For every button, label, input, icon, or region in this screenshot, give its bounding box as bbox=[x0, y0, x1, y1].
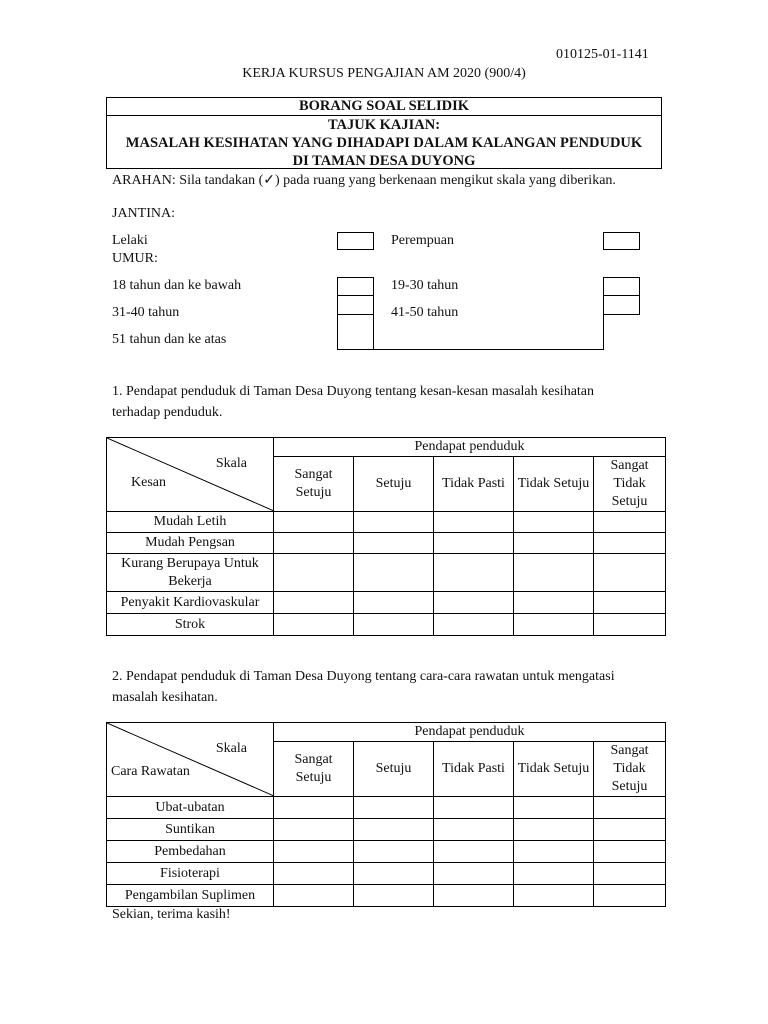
q1-scale-header: Sangat Tidak Setuju bbox=[594, 457, 666, 512]
age-option-3-label: 31-40 tahun bbox=[112, 305, 180, 320]
answer-cell[interactable] bbox=[594, 819, 666, 841]
q2-row-axis-label: Cara Rawatan bbox=[111, 764, 190, 779]
answer-cell[interactable] bbox=[594, 554, 666, 592]
table-row bbox=[107, 863, 666, 885]
answer-cell[interactable] bbox=[274, 819, 354, 841]
table-row bbox=[107, 885, 666, 907]
table-row bbox=[107, 614, 666, 636]
answer-cell[interactable] bbox=[354, 592, 434, 614]
answer-cell[interactable] bbox=[594, 797, 666, 819]
age-label: UMUR: bbox=[112, 251, 158, 266]
answer-cell[interactable] bbox=[354, 819, 434, 841]
form-header-box bbox=[106, 97, 662, 169]
q2-scale-header: Tidak Setuju bbox=[514, 742, 594, 797]
q1-scale-header: Setuju bbox=[354, 457, 434, 512]
answer-cell[interactable] bbox=[434, 554, 514, 592]
answer-cell[interactable] bbox=[594, 885, 666, 907]
q2-row-label: Suntikan bbox=[107, 819, 274, 841]
answer-cell[interactable] bbox=[594, 592, 666, 614]
q2-scale-header: Sangat Tidak Setuju bbox=[594, 742, 666, 797]
answer-cell[interactable] bbox=[274, 797, 354, 819]
q1-text-line-2: terhadap penduduk. bbox=[112, 405, 223, 420]
answer-cell[interactable] bbox=[274, 512, 354, 533]
q2-text-line-1: 2. Pendapat penduduk di Taman Desa Duyong tentang cara-cara rawatan untuk mengatasi bbox=[112, 669, 615, 684]
answer-cell[interactable] bbox=[514, 533, 594, 554]
q1-scale-header: Tidak Setuju bbox=[514, 457, 594, 512]
table-row bbox=[107, 797, 666, 819]
q1-scale-header: Sangat Setuju bbox=[274, 457, 354, 512]
answer-cell[interactable] bbox=[354, 863, 434, 885]
page-title: KERJA KURSUS PENGAJIAN AM 2020 (900/4) bbox=[242, 66, 526, 81]
answer-cell[interactable] bbox=[434, 863, 514, 885]
age-section-edge bbox=[603, 314, 604, 350]
q2-scale-header: Sangat Setuju bbox=[274, 742, 354, 797]
q2-table bbox=[106, 722, 666, 907]
q1-group-header: Pendapat penduduk bbox=[274, 438, 666, 457]
answer-cell[interactable] bbox=[434, 841, 514, 863]
answer-cell[interactable] bbox=[434, 819, 514, 841]
q2-row-label: Ubat-ubatan bbox=[107, 797, 274, 819]
q2-scale-header: Tidak Pasti bbox=[434, 742, 514, 797]
document-code: 010125-01-1141 bbox=[556, 47, 649, 62]
table-row bbox=[107, 592, 666, 614]
answer-cell[interactable] bbox=[594, 841, 666, 863]
q1-table bbox=[106, 437, 666, 636]
gender-male-label: Lelaki bbox=[112, 233, 148, 248]
q2-row-label: Pengambilan Suplimen bbox=[107, 885, 274, 907]
answer-cell[interactable] bbox=[434, 512, 514, 533]
answer-cell[interactable] bbox=[434, 592, 514, 614]
q1-row-label: Penyakit Kardiovaskular bbox=[107, 592, 274, 614]
answer-cell[interactable] bbox=[354, 614, 434, 636]
age-option-5-label: 51 tahun dan ke atas bbox=[112, 332, 227, 347]
answer-cell[interactable] bbox=[274, 592, 354, 614]
answer-cell[interactable] bbox=[514, 554, 594, 592]
answer-cell[interactable] bbox=[274, 863, 354, 885]
topic-label: TAJUK KAJIAN: bbox=[327, 117, 441, 133]
age-option-2-checkbox[interactable] bbox=[603, 277, 640, 296]
answer-cell[interactable] bbox=[354, 533, 434, 554]
gender-male-checkbox[interactable] bbox=[337, 232, 374, 250]
instruction-text: ARAHAN: Sila tandakan (✓) pada ruang yang berkenaan mengikut skala yang diberikan. bbox=[112, 173, 616, 188]
answer-cell[interactable] bbox=[354, 797, 434, 819]
answer-cell[interactable] bbox=[434, 614, 514, 636]
answer-cell[interactable] bbox=[594, 614, 666, 636]
closing-text: Sekian, terima kasih! bbox=[112, 907, 231, 922]
answer-cell[interactable] bbox=[514, 797, 594, 819]
q2-row-label: Fisioterapi bbox=[107, 863, 274, 885]
form-title: BORANG SOAL SELIDIK bbox=[107, 98, 661, 116]
answer-cell[interactable] bbox=[274, 554, 354, 592]
gender-female-checkbox[interactable] bbox=[603, 232, 640, 250]
topic-line-2: DI TAMAN DESA DUYONG bbox=[292, 153, 476, 169]
topic-line-1: MASALAH KESIHATAN YANG DIHADAPI DALAM KALANGAN PENDUDUK bbox=[125, 135, 643, 151]
q1-row-label: Mudah Letih bbox=[107, 512, 274, 533]
age-section-divider bbox=[374, 349, 604, 350]
q2-scale-header: Setuju bbox=[354, 742, 434, 797]
q1-row-label: Kurang Berupaya Untuk Bekerja bbox=[107, 554, 274, 592]
q1-diagonal-header bbox=[107, 438, 274, 512]
answer-cell[interactable] bbox=[594, 512, 666, 533]
answer-cell[interactable] bbox=[354, 512, 434, 533]
age-option-3-checkbox[interactable] bbox=[337, 295, 374, 315]
table-row bbox=[107, 533, 666, 554]
answer-cell[interactable] bbox=[514, 614, 594, 636]
answer-cell[interactable] bbox=[514, 819, 594, 841]
q1-row-axis-label: Kesan bbox=[131, 475, 166, 490]
table-row bbox=[107, 554, 666, 592]
q1-scale-label: Skala bbox=[215, 456, 247, 471]
answer-cell[interactable] bbox=[274, 841, 354, 863]
answer-cell[interactable] bbox=[514, 841, 594, 863]
age-option-1-checkbox[interactable] bbox=[337, 277, 374, 296]
answer-cell[interactable] bbox=[514, 592, 594, 614]
answer-cell[interactable] bbox=[434, 533, 514, 554]
gender-label: JANTINA: bbox=[112, 206, 175, 221]
table-row bbox=[107, 819, 666, 841]
answer-cell[interactable] bbox=[274, 614, 354, 636]
answer-cell[interactable] bbox=[514, 863, 594, 885]
q1-scale-header: Tidak Pasti bbox=[434, 457, 514, 512]
q2-scale-label: Skala bbox=[215, 741, 247, 756]
q2-group-header: Pendapat penduduk bbox=[274, 723, 666, 742]
answer-cell[interactable] bbox=[514, 885, 594, 907]
diagonal-line bbox=[107, 723, 274, 796]
answer-cell[interactable] bbox=[274, 885, 354, 907]
age-option-4-checkbox[interactable] bbox=[603, 295, 640, 315]
q2-diagonal-header bbox=[107, 723, 274, 797]
q1-row-label: Mudah Pengsan bbox=[107, 533, 274, 554]
table-row bbox=[107, 841, 666, 863]
gender-female-label: Perempuan bbox=[391, 233, 454, 248]
answer-cell[interactable] bbox=[354, 885, 434, 907]
answer-cell[interactable] bbox=[594, 863, 666, 885]
table-row bbox=[107, 512, 666, 533]
answer-cell[interactable] bbox=[354, 841, 434, 863]
q1-row-label: Strok bbox=[107, 614, 274, 636]
answer-cell[interactable] bbox=[514, 512, 594, 533]
age-option-5-checkbox[interactable] bbox=[337, 314, 374, 350]
q2-row-label: Pembedahan bbox=[107, 841, 274, 863]
answer-cell[interactable] bbox=[274, 533, 354, 554]
q2-text-line-2: masalah kesihatan. bbox=[112, 690, 218, 705]
answer-cell[interactable] bbox=[594, 533, 666, 554]
age-option-2-label: 19-30 tahun bbox=[391, 278, 459, 293]
q1-text-line-1: 1. Pendapat penduduk di Taman Desa Duyong tentang kesan-kesan masalah kesihatan bbox=[112, 384, 595, 399]
answer-cell[interactable] bbox=[354, 554, 434, 592]
answer-cell[interactable] bbox=[434, 885, 514, 907]
age-option-1-label: 18 tahun dan ke bawah bbox=[112, 278, 242, 293]
answer-cell[interactable] bbox=[434, 797, 514, 819]
age-option-4-label: 41-50 tahun bbox=[391, 305, 459, 320]
